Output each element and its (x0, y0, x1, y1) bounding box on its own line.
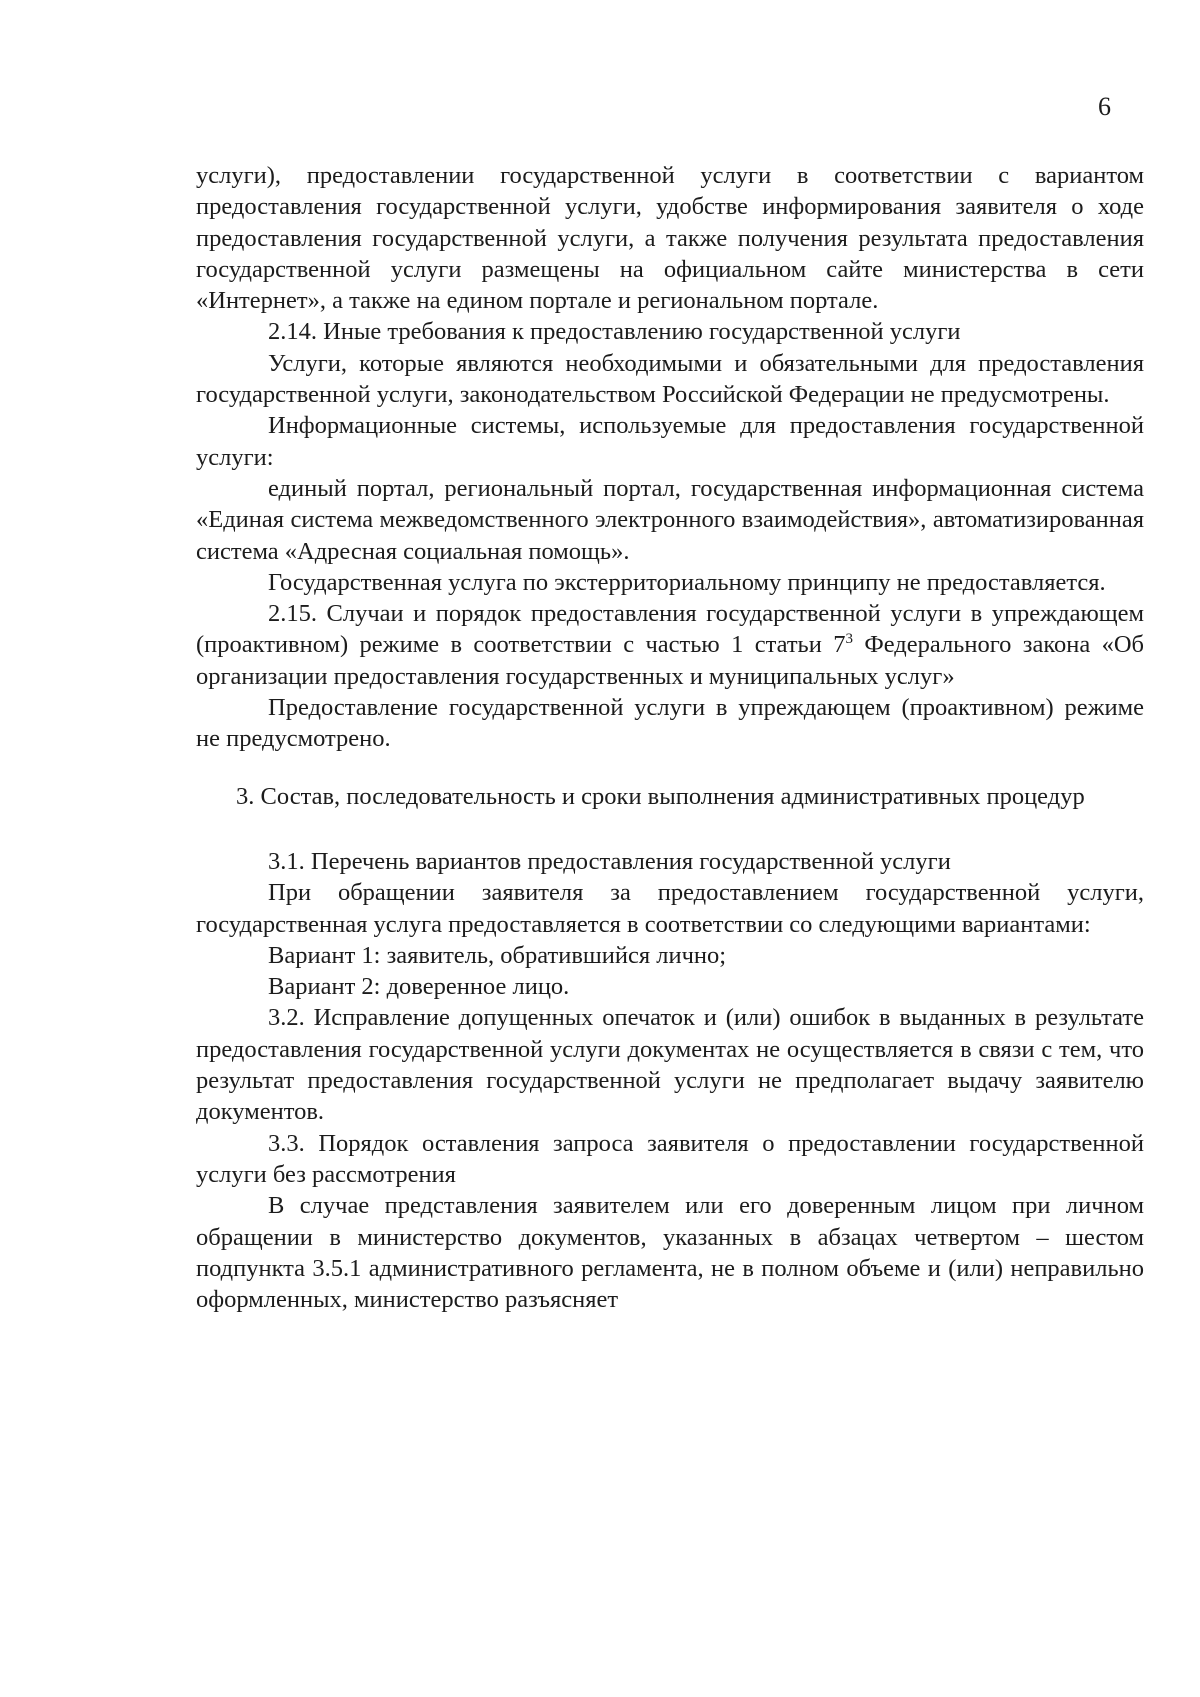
paragraph-variants-intro: При обращении заявителя за предоставлением государственной услуги, государственная услуга предоставляется в соответствии со следующими вариантами: (196, 879, 1144, 938)
paragraph-required-services: Услуги, которые являются необходимыми и обязательными для предоставления государственной услуги, законодательством Российской Федерации не предусмотрены. (196, 349, 1144, 409)
paragraph-info-systems-list: единый портал, региональный портал, государственная информационная система «Единая система межведомственного электронного взаимодействия», автоматизированная система «Адресная социальная помощь». (196, 474, 1144, 565)
section-2-14-title: 2.14. Иные требования к предоставлению государственной услуги (268, 318, 961, 346)
document-body (196, 160, 1144, 1315)
variant-2: Вариант 2: доверенное лицо. (268, 973, 570, 1001)
paragraph-info-placement: услуги), предоставлении государственной услуги в соответствии с вариантом предоставления государственной услуги, удобстве информирования заявителя о ходе предоставления государственной услуги, а также получения результата предоставления государственной услуги размещены на официальном сайте министерства в сети «Интернет», а также на едином портале и региональном портале. (196, 162, 1144, 315)
section-3-2-paragraph: 3.2. Исправление допущенных опечаток и (или) ошибок в выданных в результате предоставления государственной услуги документах не осуществляется в связи с тем, что результат предоставления государственной услуги не предполагает выдачу заявителю документов. (196, 1004, 1144, 1126)
section-2-15-title (196, 598, 1144, 692)
page-number: 6 (1098, 92, 1111, 121)
section-3-heading: 3. Состав, последовательность и сроки выполнения административных процедур (236, 782, 1085, 810)
paragraph-extraterritorial: Государственная услуга по экстерриториальному принципу не предоставляется. (268, 568, 1106, 596)
paragraph-proactive-mode: Предоставление государственной услуги в упреждающем (проактивном) режиме не предусмотрено. (196, 694, 1144, 753)
article-superscript: 3 (845, 631, 853, 648)
variant-1: Вариант 1: заявитель, обратившийся лично; (268, 941, 727, 969)
section-3-1-title: 3.1. Перечень вариантов предоставления государственной услуги (268, 847, 951, 875)
paragraph-incomplete-documents: В случае представления заявителем или его доверенным лицом при личном обращении в министерство документов, указанных в абзацах четвертом – шестом подпункта 3.5.1 административного регламента, не в полном объеме и (или) неправильно оформленных, министерство разъясняет (196, 1192, 1144, 1314)
section-3-3-title: 3.3. Порядок оставления запроса заявителя о предоставлении государственной услуги без рассмотрения (196, 1129, 1144, 1188)
section-2-15-title-continuation: Федерального закона «Об организации предоставления государственных и муниципальных услуг» (196, 631, 1145, 690)
section-2-15-title-text: 2.15. Случаи и порядок предоставления государственной услуги в упреждающем (проактивном) режиме в соответствии с частью 1 статьи 7 (196, 600, 1144, 659)
paragraph-info-systems-intro: Информационные системы, используемые для предоставления государственной услуги: (196, 412, 1144, 471)
